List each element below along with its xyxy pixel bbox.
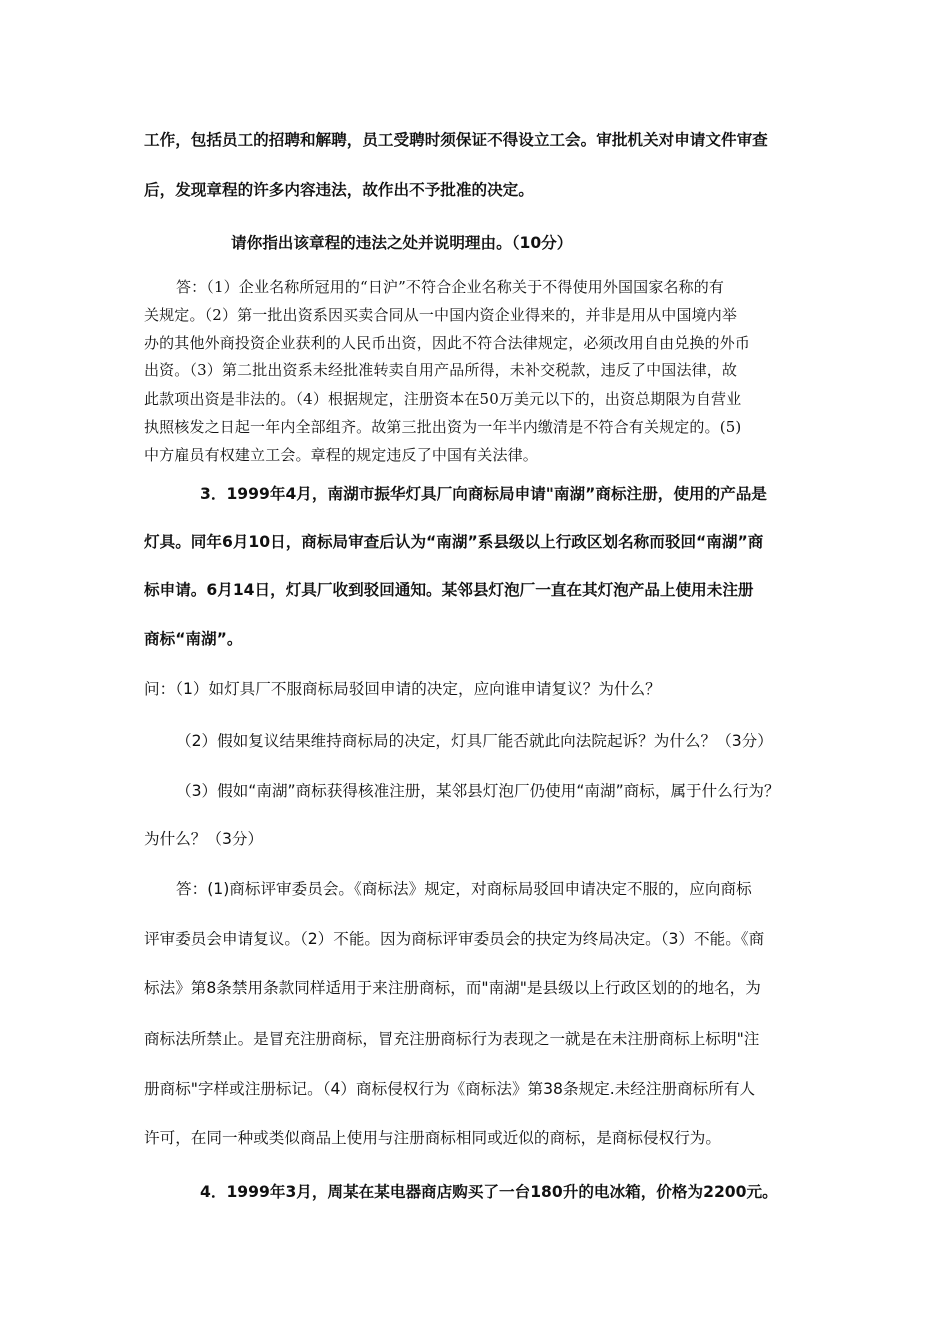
answer-2-line-2: 关规定。（2）第一批出资系因买卖合同从一中国内资企业得来的，并非是用从中国境内举 <box>144 306 738 324</box>
answer-2-line-3: 办的其他外商投资企业获利的人民币出资，因此不符合法律规定，必须改用自由兑换的外币 <box>144 334 751 352</box>
answer-3-line-3: 标法》第8条禁用条款同样适用于来注册商标，而"南湖"是县级以上行政区划的的地名，为 <box>144 979 761 997</box>
answer-3-line-5: 册商标"字样或注册标记。（4）商标侵权行为《商标法》第38条规定.未经注册商标所有人 <box>144 1080 756 1098</box>
question-3-1: 问：（1）如灯具厂不服商标局驳回申请的决定，应向谁申请复议？为什么？ <box>144 680 661 698</box>
case-3-line-3: 标申请。6月14日，灯具厂收到驳回通知。某邻县灯泡厂一直在其灯泡产品上使用未注册 <box>144 581 754 599</box>
question-3-3-line-1: （3）假如“南湖”商标获得核准注册，某邻县灯泡厂仍使用“南湖”商标，属于什么行为？ <box>176 782 780 800</box>
case-3-line-1: 3．1999年4月，南湖市振华灯具厂向商标局申请"南湖”商标注册，使用的产品是 <box>200 485 767 503</box>
intro-line-1: 工作，包括员工的招聘和解聘，员工受聘时须保证不得设立工会。审批机关对申请文件审查 <box>144 131 768 149</box>
case-3-line-2: 灯具。同年6月10日，商标局审查后认为“南湖”系县级以上行政区划名称而驳回“南湖”商 <box>144 533 764 551</box>
answer-3-line-1: 答：(1)商标评审委员会。《商标法》规定，对商标局驳回申请决定不服的，应向商标 <box>176 880 752 898</box>
answer-3-line-2: 评审委员会申请复议。（2）不能。因为商标评审委员会的抉定为终局决定。（3）不能。《商 <box>144 930 765 948</box>
answer-3-line-6: 许可，在同一种或类似商品上使用与注册商标相同或近似的商标，是商标侵权行为。 <box>144 1129 721 1147</box>
answer-2-line-5: 此款项出资是非法的。（4）根据规定，注册资本在50万美元以下的，出资总期限为自营业 <box>144 390 742 408</box>
question-3-2: （2）假如复议结果维持商标局的决定，灯具厂能否就此向法院起诉？为什么？（3分） <box>176 732 773 750</box>
answer-2-line-6: 执照核发之日起一年内全部组齐。故第三批出资为一年半内缴清是不符合有关规定的。(5) <box>144 418 742 436</box>
question-3-3-line-2: 为什么？（3分） <box>144 830 264 848</box>
answer-2-line-1: 答：（1）企业名称所冠用的“日沪”不符合企业名称关于不得使用外国国家名称的有 <box>176 278 725 296</box>
answer-2-line-7: 中方雇员有权建立工会。章程的规定违反了中国有关法律。 <box>144 446 538 464</box>
answer-2-line-4: 出资。（3）第二批出资系未经批准转卖自用产品所得，未补交税款，违反了中国法律，故 <box>144 361 738 379</box>
answer-3-line-4: 商标法所禁止。是冒充注册商标，冒充注册商标行为表现之一就是在未注册商标上标明"注 <box>144 1030 760 1048</box>
question-2-prompt: 请你指出该章程的违法之处并说明理由。（10分） <box>231 234 573 252</box>
case-4-line-1: 4．1999年3月，周某在某电器商店购买了一台180升的电冰箱，价格为2200元。 <box>200 1183 778 1201</box>
intro-line-2: 后，发现章程的许多内容违法，故作出不予批准的决定。 <box>144 181 534 199</box>
case-3-line-4: 商标“南湖”。 <box>144 630 243 648</box>
